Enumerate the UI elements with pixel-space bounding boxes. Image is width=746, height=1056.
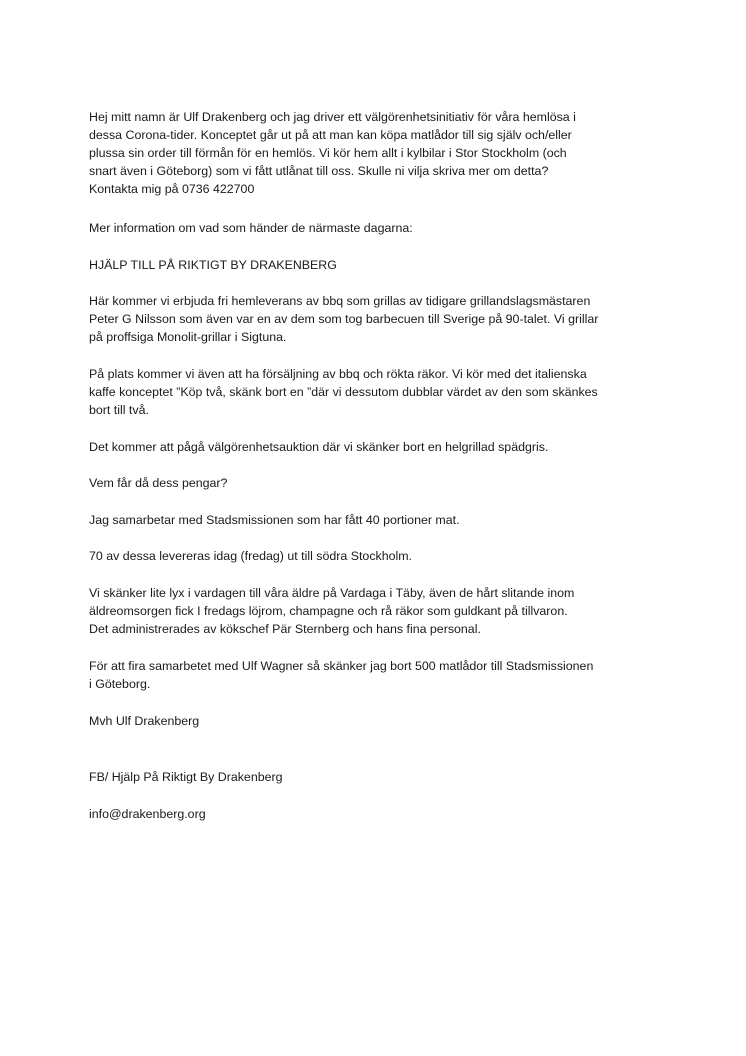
facebook-line: FB/ Hjälp På Riktigt By Drakenberg xyxy=(89,770,283,784)
onsite-paragraph xyxy=(89,365,679,419)
partner-paragraph xyxy=(89,511,679,529)
intro-line: snart även i Göteborg) som vi fått utlånat till oss. Skulle ni vilja skriva mer om detta? xyxy=(89,164,549,178)
intro-paragraph xyxy=(89,108,679,198)
email-paragraph xyxy=(89,805,679,823)
onsite-line: På plats kommer vi även att ha försäljning av bbq och rökta räkor. Vi kör med det italienska xyxy=(89,367,587,381)
intro-line: dessa Corona-tider. Konceptet går ut på att man kan köpa matlådor till sig själv och/eller xyxy=(89,128,572,142)
more-info-paragraph xyxy=(89,219,679,237)
elderly-line: Vi skänker lite lyx i vardagen till våra äldre på Vardaga i Täby, även de hårt slitande inom xyxy=(89,586,575,600)
delivery-line: Här kommer vi erbjuda fri hemleverans av bbq som grillas av tidigare grillandslagsmästaren xyxy=(89,294,591,308)
elderly-line: äldreomsorgen fick I fredags löjrom, champagne och rå räkor som guldkant på tillvaron. xyxy=(89,604,568,618)
signoff-paragraph xyxy=(89,712,679,730)
intro-line: plussa sin order till förmån för en hemlös. Vi kör hem allt i kylbilar i Stor Stockholm (och xyxy=(89,146,567,160)
question-paragraph xyxy=(89,474,679,492)
signoff-line: Mvh Ulf Drakenberg xyxy=(89,714,200,728)
delivered-line: 70 av dessa levereras idag (fredag) ut till södra Stockholm. xyxy=(89,549,413,563)
intro-line: Hej mitt namn är Ulf Drakenberg och jag driver ett välgörenhetsinitiativ för våra hemlösa i xyxy=(89,110,576,124)
document-heading xyxy=(89,256,679,274)
celebration-line: För att fira samarbetet med Ulf Wagner så skänker jag bort 500 matlådor till Stadsmissionen xyxy=(89,659,594,673)
elderly-paragraph xyxy=(89,584,679,638)
facebook-paragraph xyxy=(89,768,679,786)
question-line: Vem får då dess pengar? xyxy=(89,476,228,490)
email-line: info@drakenberg.org xyxy=(89,807,206,821)
celebration-line: i Göteborg. xyxy=(89,677,151,691)
phone-contact-line: Kontakta mig på 0736 422700 xyxy=(89,182,255,196)
onsite-line: bort till två. xyxy=(89,403,149,417)
onsite-line: kaffe konceptet ”Köp två, skänk bort en ”där vi dessutom dubblar värdet av den som skänkes xyxy=(89,385,598,399)
auction-line: Det kommer att pågå välgörenhetsauktion där vi skänker bort en helgrillad spädgris. xyxy=(89,440,549,454)
more-info-line: Mer information om vad som händer de närmaste dagarna: xyxy=(89,221,413,235)
delivery-line: Peter G Nilsson som även var en av dem som tog barbecuen till Sverige på 90-talet. Vi grillar xyxy=(89,312,599,326)
elderly-line: Det administrerades av kökschef Pär Sternberg och hans fina personal. xyxy=(89,622,481,636)
celebration-paragraph xyxy=(89,657,679,693)
auction-paragraph xyxy=(89,438,679,456)
partner-line: Jag samarbetar med Stadsmissionen som har fått 40 portioner mat. xyxy=(89,513,460,527)
heading-line: HJÄLP TILL PÅ RIKTIGT BY DRAKENBERG xyxy=(89,258,337,272)
delivery-line: på proffsiga Monolit-grillar i Sigtuna. xyxy=(89,330,287,344)
delivery-paragraph xyxy=(89,292,679,346)
delivered-paragraph xyxy=(89,547,679,565)
